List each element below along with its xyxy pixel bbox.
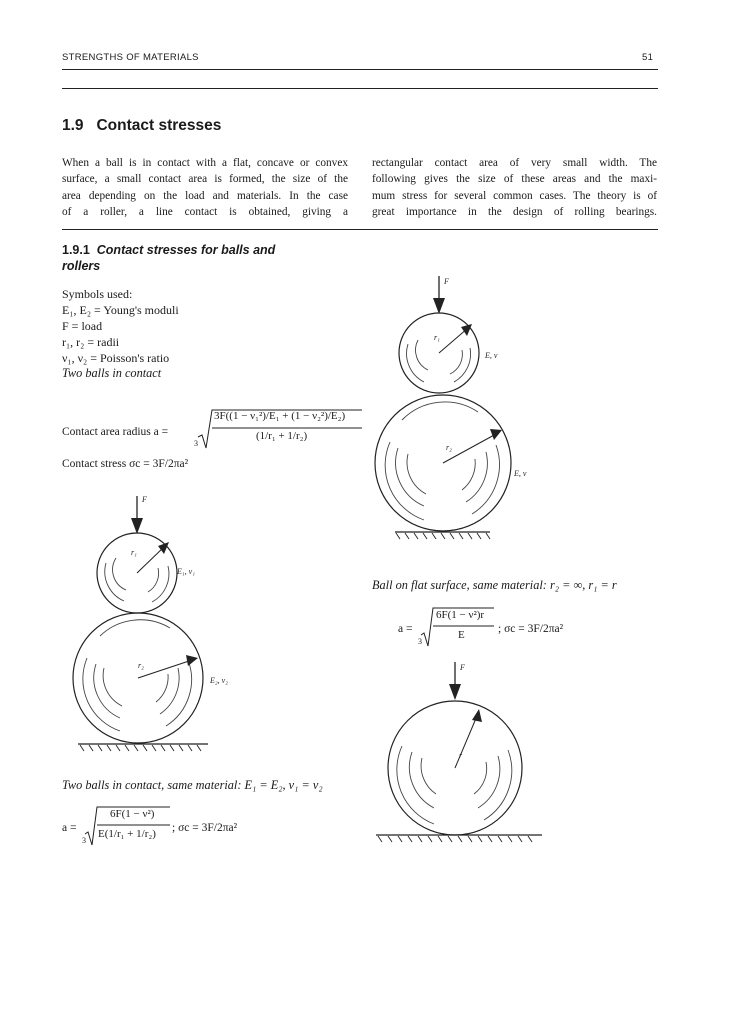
symbol-item: F = load [62, 319, 103, 333]
intro-line: of a roller, a line contact is obtained, giving a [62, 206, 348, 219]
intro-column-1 [62, 155, 348, 221]
load-label: F [460, 663, 465, 672]
intro-line: When a ball is in contact with a flat, concave or convex [62, 157, 348, 169]
load-arrow-head [131, 518, 143, 534]
radius-r1 [137, 546, 165, 573]
subsection-heading [62, 242, 275, 274]
case2-numerator: 6F(1 − ν²) [110, 808, 155, 820]
symbol-item: E₁, E₂ = Young's moduli [62, 303, 179, 317]
header-rule [62, 69, 658, 70]
radius-r1-label: r₁ [131, 548, 137, 557]
case2-a-label: a = [62, 822, 77, 834]
intro-line: rectangular contact area of very small width. The [372, 157, 657, 169]
material-1-label: E₁, ν₁ [177, 567, 195, 576]
case1-area-label: Contact area radius a = [62, 426, 169, 438]
case1-contact-stress: Contact stress σc = 3F/2πa² [62, 458, 189, 470]
load-label: F [444, 277, 449, 286]
case3-caption: Ball on flat surface, same material: r₂ = ∞, r₁ = r [372, 578, 617, 592]
symbol-item: r₁, r₂ = radii [62, 335, 120, 349]
running-title: STRENGTHS OF MATERIALS [62, 52, 199, 63]
header-rule-2 [62, 88, 658, 89]
material-1-label: E, ν [485, 351, 498, 360]
section-rule [62, 229, 658, 230]
intro-line: great importance in the design of rolling bearings. [372, 206, 657, 219]
symbols-heading: Symbols used: [62, 287, 133, 301]
case2-root-index: 3 [82, 836, 86, 845]
section-number: 1.9 [62, 117, 84, 134]
subsection-title-line2: rollers [62, 259, 101, 273]
case3-stress: ; σc = 3F/2πa² [498, 623, 564, 635]
material-2-label: E₂, ν₂ [210, 676, 228, 685]
radius-r2-label: r₂ [446, 443, 452, 452]
intro-line: area depending on the load and materials. In the case [62, 189, 348, 202]
load-label: F [142, 495, 147, 504]
figure-two-balls-different-materials [60, 488, 230, 760]
intro-line: following gives the size of these areas and the maxi- [372, 173, 657, 186]
figure-two-balls-same-material [378, 270, 538, 542]
case1-area-numerator: 3F((1 − ν₁²)/E₁ + (1 − ν₂²)/E₂) [214, 410, 346, 422]
page-number: 51 [642, 52, 654, 63]
radius-r [455, 716, 477, 768]
subsection-number: 1.9.1 [62, 243, 90, 257]
intro-column-2 [372, 155, 657, 221]
case3-root-index: 3 [418, 637, 422, 646]
case3-numerator: 6F(1 − ν²)r [436, 609, 485, 621]
load-arrow-head [449, 684, 461, 700]
case1-root-index: 3 [194, 439, 198, 448]
case3-denominator: E [458, 629, 465, 641]
material-2-label: E, ν [514, 469, 527, 478]
intro-line: mum stress for several common cases. The theory is of [372, 189, 657, 202]
radius-r2 [138, 660, 192, 678]
section-heading [62, 117, 221, 135]
load-arrow-head [433, 298, 445, 314]
case2-stress: ; σc = 3F/2πa² [172, 822, 238, 834]
radius-r-label: r [459, 751, 463, 760]
case2-caption: Two balls in contact, same material: E₁ = E₂, ν₁ = ν₂ [62, 778, 323, 792]
case1-caption: Two balls in contact [62, 366, 162, 380]
section-title: Contact stresses [96, 117, 222, 134]
radius-r1-label: r₁ [434, 333, 440, 342]
case3-a-label: a = [398, 623, 413, 635]
case2-denominator: E(1/r₁ + 1/r₂) [98, 828, 156, 840]
subsection-title-line1: Contact stresses for balls and [96, 243, 276, 257]
radius-r2-label: r₂ [138, 661, 144, 670]
symbols-list [62, 286, 179, 366]
radius-r1 [439, 328, 468, 353]
symbol-item: ν₁, ν₂ = Poisson's ratio [62, 351, 170, 365]
case1-area-denominator: (1/r₁ + 1/r₂) [256, 430, 308, 442]
intro-line: surface, a small contact area is formed, the size of the [62, 173, 348, 186]
figure-ball-on-flat-surface [376, 654, 542, 850]
